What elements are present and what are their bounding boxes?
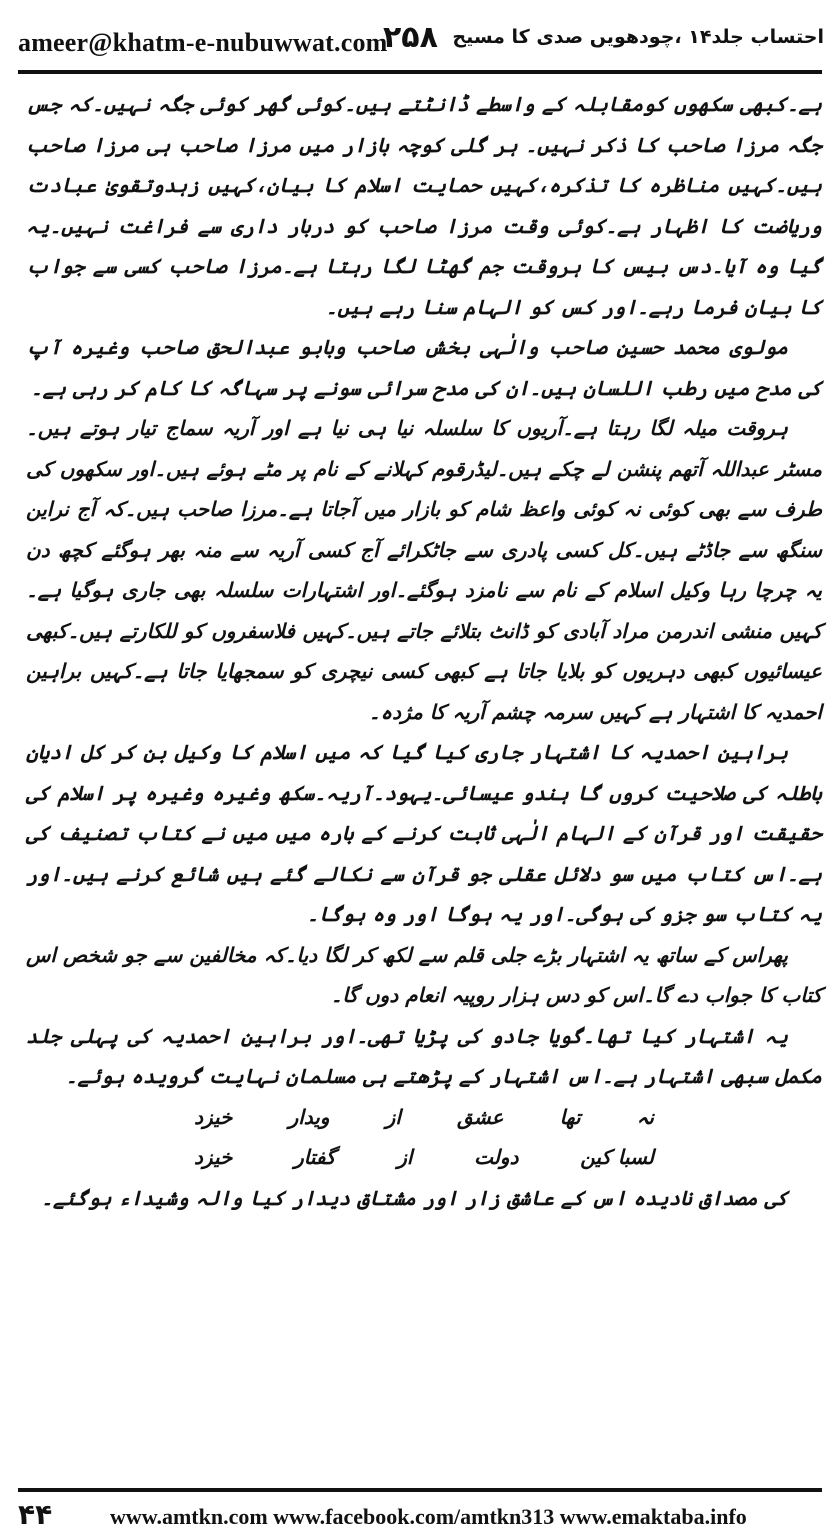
paragraph-2: مولوی محمد حسین صاحب والٰہی بخش صاحب وبابو عبدالحق صاحب وغیرہ آپ کی مدح میں رطب اللسان ہیں۔ان کی مدح سرائی سونے پر سہاگہ کا کام کر رہی ہے۔ (26, 335, 822, 400)
header-page-number: ۲۵۸ (383, 20, 438, 55)
page-footer (18, 1498, 824, 1534)
page-header (18, 22, 824, 64)
footer-page-number: ۴۴ (18, 1498, 53, 1531)
verse-word: خیزد (194, 1145, 233, 1169)
verse-word: عشق (457, 1104, 504, 1129)
header-book-title: احتساب جلد۱۴ ،چودھویں صدی کا مسیح (452, 26, 824, 48)
verse-line-2 (194, 1137, 654, 1178)
verse-word: از (397, 1145, 413, 1169)
verse-word: تھا (559, 1104, 581, 1129)
paragraph-5: پھراس کے ساتھ یہ اشتہار بڑے جلی قلم سے لکھ کر لگا دیا۔کہ مخالفین سے جو شخص اس کتاب کا جواب دے گا۔اس کو دس ہزار روپیہ انعام دوں گا۔ (26, 942, 822, 1007)
paragraph-4: براہین احمدیہ کا اشتہار جاری کیا گیا کہ میں اسلام کا وکیل بن کر کل ادیان باطلہ کی صلاحیت کروں گا ہندو عیسائی۔یہود۔آریہ۔سکھ وغیرہ وغیرہ پر اسلام کی حقیقت اور قرآن کے الہام الٰہی ثابت کرنے کے بارہ میں میں نے کتاب تصنیف کی ہے۔اس کتاب میں سو دلائل عقلی جو قرآن سے نکالے گئے ہیں شائع کرنے ہیں۔اور یہ کتاب سو جزو کی ہوگی۔اور یہ ہوگا اور وہ ہوگا۔ (26, 740, 822, 926)
paragraph-1: ہے۔کبھی سکھوں کومقابلہ کے واسطے ڈانٹتے ہیں۔کوئی گھر کوئی جگہ نہیں۔کہ جس جگہ مرزا صاحب کا ذکر نہیں۔ ہر گلی کوچہ بازار میں مرزا صاحب ہی مرزا صاحب ہیں۔کہیں مناظرہ کا تذکرہ،کہیں حمایت اسلام کا بیان،کہیں زہدوتقویٰ عبادت وریاضت کا اظہار ہے۔کوئی وقت مرزا صاحب کو دربار داری سے فراغت نہیں۔یہ گیا وہ آیا۔دس بیس کا ہروقت جم گھٹا لگا رہتا ہے۔مرزا صاحب کسی سے جواب کا بیان فرما رہے۔اور کس کو الہام سنا رہے ہیں۔ (26, 92, 822, 319)
poem-verse (194, 1097, 654, 1178)
verse-word: لسبا کین (580, 1145, 654, 1169)
verse-word: گفتار (294, 1145, 336, 1169)
header-email: ameer@khatm-e-nubuwwat.com (18, 28, 388, 57)
header-rule (18, 70, 822, 74)
paragraph-6: یہ اشتہار کیا تھا۔گویا جادو کی پڑیا تھی۔اور براہین احمدیہ کی پہلی جلد مکمل سبھی اشتہار ہے۔اس اشتہار کے پڑھتے ہی مسلمان نہایت گرویدہ ہوئے۔ (26, 1023, 822, 1088)
verse-word: از (385, 1104, 401, 1129)
closing-line: کی مصداق نادیدہ اس کے عاشق زار اور مشتاق دیدار کیا والہ وشیداء ہوگئے۔ (41, 1185, 788, 1210)
verse-line-1 (194, 1097, 654, 1138)
footer-links: www.amtkn.com www.facebook.com/amtkn313 www.emaktaba.info (110, 1504, 747, 1529)
footer-rule (18, 1488, 822, 1492)
verse-word: دولت (474, 1145, 519, 1169)
verse-word: خیزد (194, 1104, 233, 1129)
paragraph-3: ہروقت میلہ لگا رہتا ہے۔آریوں کا سلسلہ نیا ہی نیا ہے اور آریہ سماج تیار ہوتے ہیں۔ مسٹر عبداللہ آتھم پنشن لے چکے ہیں۔لیڈرقوم کہلانے کے نام پر مٹے ہوئے ہیں۔اور سکھوں کی طرف سے بھی کوئی نہ کوئی واعظ شام کو بازار میں آجاتا ہے۔مرزا صاحب ہیں۔کہ آج نراین سنگھ سے جاڈٹے ہیں۔کل کسی پادری سے جاٹکرائے آج کسی آریہ سے منہ بھر ہوگئے کچھ دن یہ چرچا رہا وکیل اسلام کے نام سے نامزد ہوگئے۔اور اشتہارات سلسلہ بھی جاری ہوگیا ہے۔کہیں منشی اندرمن مراد آبادی کو ڈانٹ بتلائے جاتے ہیں۔کہیں فلاسفروں کو للکارتے ہیں۔کبھی عیسائیوں کبھی دہریوں کو بلایا جاتا ہے کبھی کسی نیچری کو سمجھایا جاتا ہے۔کہیں براہین احمدیہ کا اشتہار ہے کہیں سرمہ چشم آریہ کا مژدہ۔ (26, 416, 822, 724)
verse-word: نہ (636, 1104, 654, 1129)
verse-word: ویدار (288, 1104, 330, 1129)
page-body (26, 84, 822, 1218)
